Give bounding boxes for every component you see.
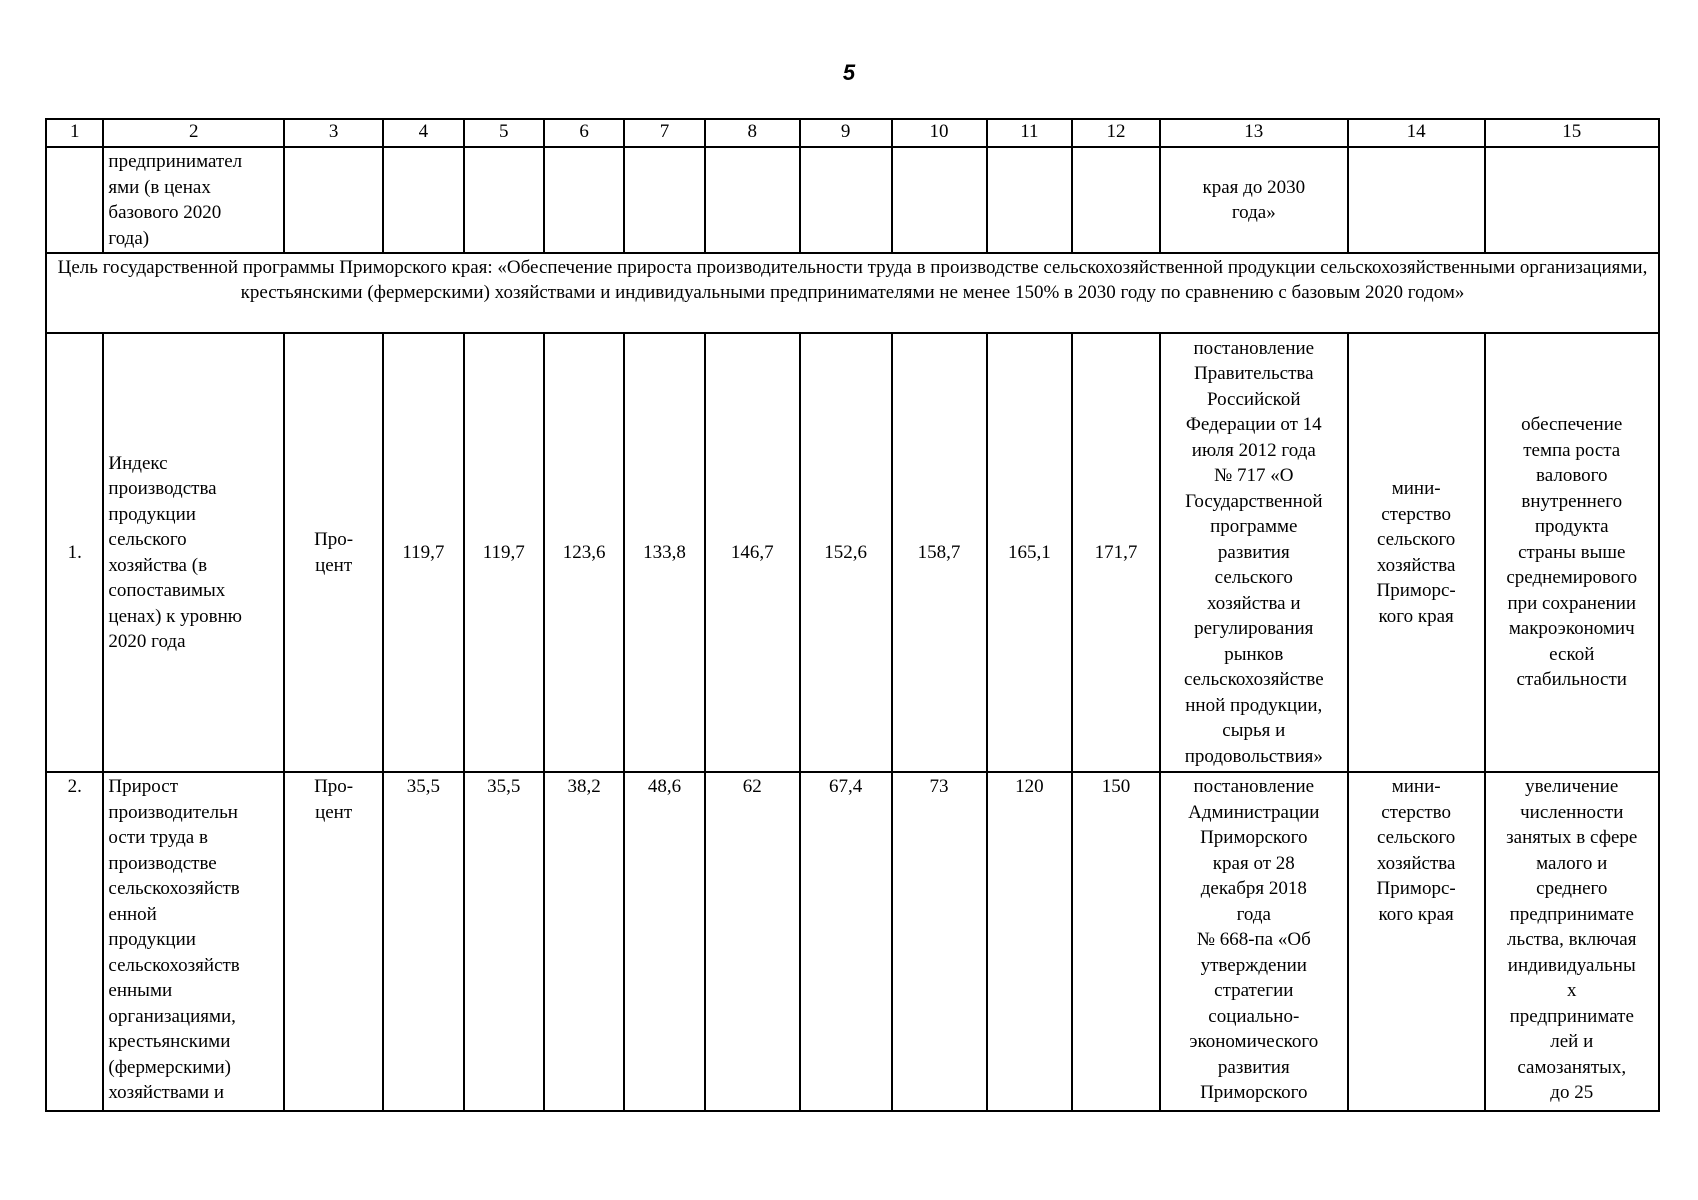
table-row <box>46 333 1659 772</box>
table-cell <box>624 147 704 253</box>
column-number: 2 <box>103 119 284 147</box>
column-number: 4 <box>383 119 463 147</box>
program-goal: Цель государственной программы Приморского края: «Обеспечение прироста производительности труда в производстве сельскохозяйственной продукции сельскохозяйственными организациями, крестьянскими (фермерскими) хозяйствами и индивидуальными предпринимателями не менее 150% в 2030 году по сравнению с базовым 2020 годом» <box>46 253 1659 333</box>
indicators-table <box>45 118 1660 1112</box>
table-cell <box>1072 147 1160 253</box>
value-cell: 35,5 <box>383 772 463 1111</box>
source-document: постановление Правительства Российской Федерации от 14 июля 2012 года № 717 «О Государственной программе развития сельского хозяйства и регулирования рынков сельскохозяйстве нной продукции, сырья и продовольствия» <box>1160 333 1348 772</box>
column-number: 13 <box>1160 119 1348 147</box>
table-cell <box>1485 147 1659 253</box>
column-number: 9 <box>800 119 892 147</box>
value-cell: 119,7 <box>464 333 544 772</box>
table-cell <box>46 147 103 253</box>
value-cell: 48,6 <box>624 772 704 1111</box>
value-cell: 171,7 <box>1072 333 1160 772</box>
table-cell <box>284 147 383 253</box>
column-number: 3 <box>284 119 383 147</box>
expected-effect: увеличение численности занятых в сфере малого и среднего предпринимате льства, включая индивидуальны х предпринимате лей и самозанятых, до 25 <box>1485 772 1659 1111</box>
table-cell <box>1348 147 1485 253</box>
column-number: 12 <box>1072 119 1160 147</box>
document-continuation: края до 2030 года» <box>1160 147 1348 253</box>
value-cell: 35,5 <box>464 772 544 1111</box>
responsible-body: мини- стерство сельского хозяйства Приморс- кого края <box>1348 333 1485 772</box>
column-number: 6 <box>544 119 624 147</box>
unit: Про- цент <box>284 333 383 772</box>
table-cell <box>544 147 624 253</box>
value-cell: 67,4 <box>800 772 892 1111</box>
column-number: 11 <box>987 119 1073 147</box>
table-row <box>46 772 1659 1111</box>
indicator-name: Прирост производительн ости труда в производстве сельскохозяйств енной продукции сельскохозяйств енными организациями, крестьянскими (фермерскими) хозяйствами и <box>103 772 284 1111</box>
source-document: постановление Администрации Приморского края от 28 декабря 2018 года № 668-па «Об утверждении стратегии социально- экономического развития Приморского <box>1160 772 1348 1111</box>
table-cell <box>800 147 892 253</box>
unit: Про- цент <box>284 772 383 1111</box>
value-cell: 73 <box>892 772 987 1111</box>
column-number: 14 <box>1348 119 1485 147</box>
value-cell: 133,8 <box>624 333 704 772</box>
column-number: 15 <box>1485 119 1659 147</box>
table-cell <box>464 147 544 253</box>
table-cell <box>383 147 463 253</box>
value-cell: 120 <box>987 772 1073 1111</box>
column-number: 8 <box>705 119 800 147</box>
responsible-body: мини- стерство сельского хозяйства Приморс- кого края <box>1348 772 1485 1111</box>
row-number: 2. <box>46 772 103 1111</box>
column-number-row <box>46 119 1659 147</box>
value-cell: 165,1 <box>987 333 1073 772</box>
column-number: 1 <box>46 119 103 147</box>
column-number: 7 <box>624 119 704 147</box>
page-number: 5 <box>842 60 856 85</box>
goal-row <box>46 253 1659 333</box>
table-cell <box>892 147 987 253</box>
value-cell: 152,6 <box>800 333 892 772</box>
continuation-row <box>46 147 1659 253</box>
value-cell: 150 <box>1072 772 1160 1111</box>
row-number: 1. <box>46 333 103 772</box>
value-cell: 158,7 <box>892 333 987 772</box>
value-cell: 123,6 <box>544 333 624 772</box>
value-cell: 38,2 <box>544 772 624 1111</box>
indicator-name: Индекс производства продукции сельского хозяйства (в сопоставимых ценах) к уровню 2020 года <box>103 333 284 772</box>
table-cell <box>705 147 800 253</box>
value-cell: 62 <box>705 772 800 1111</box>
indicator-name-continuation: предпринимател ями (в ценах базового 2020 года) <box>103 147 284 253</box>
expected-effect: обеспечение темпа роста валового внутреннего продукта страны выше среднемирового при сохранении макроэкономич еской стабильности <box>1485 333 1659 772</box>
table-cell <box>987 147 1073 253</box>
column-number: 5 <box>464 119 544 147</box>
value-cell: 146,7 <box>705 333 800 772</box>
column-number: 10 <box>892 119 987 147</box>
value-cell: 119,7 <box>383 333 463 772</box>
